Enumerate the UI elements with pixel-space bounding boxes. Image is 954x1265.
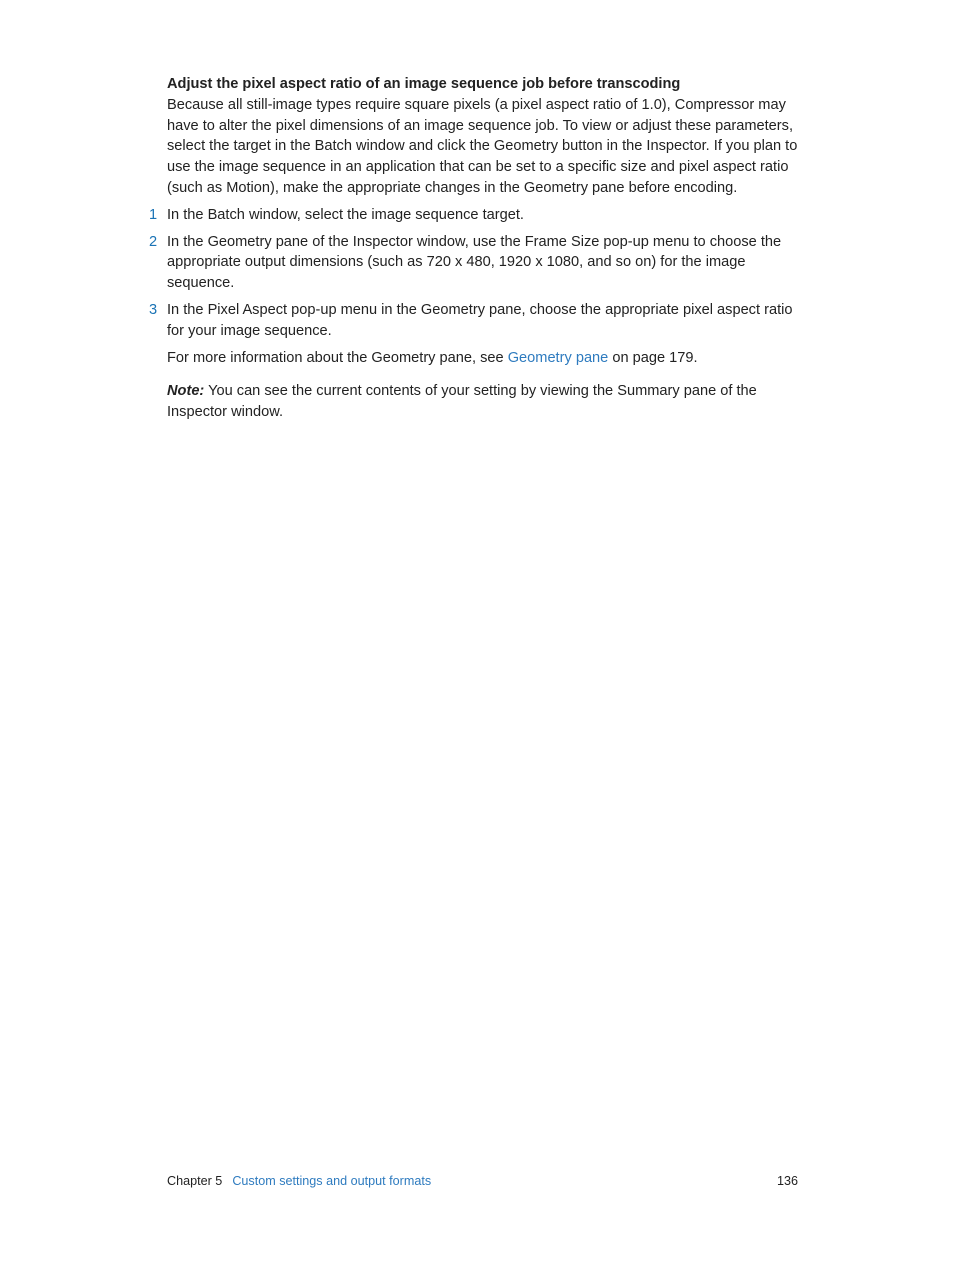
page-footer bbox=[167, 1172, 799, 1190]
more-info-suffix: on page 179. bbox=[608, 349, 698, 366]
step-number: 2 bbox=[149, 233, 158, 250]
list-item bbox=[149, 205, 799, 226]
more-info-prefix: For more information about the Geometry pane, see bbox=[167, 349, 508, 366]
step-number: 1 bbox=[149, 206, 158, 223]
geometry-pane-link[interactable]: Geometry pane bbox=[507, 349, 609, 366]
more-info-paragraph bbox=[167, 348, 799, 369]
note-text: You can see the current contents of your setting by viewing the Summary pane of the Inspector window. bbox=[167, 383, 757, 421]
step-text: In the Pixel Aspect pop-up menu in the Geometry pane, choose the appropriate pixel aspect ratio for your image sequence. bbox=[167, 301, 793, 339]
footer-chapter-label: Chapter 5 bbox=[167, 1174, 223, 1188]
note-label: Note: bbox=[167, 383, 205, 400]
page-number: 136 bbox=[776, 1174, 798, 1188]
document-body bbox=[149, 74, 799, 423]
intro-paragraph: Because all still-image types require square pixels (a pixel aspect ratio of 1.0), Compressor may have to alter the pixel dimensions of an image sequence job. To view or adjust these parameters, select the target in the Batch window and click the Geometry button in the Inspector. If you plan to use the image sequence in an application that can be set to a specific size and pixel aspect ratio (such as Motion), make the appropriate changes in the Geometry pane before encoding. bbox=[167, 96, 798, 196]
step-text: In the Batch window, select the image sequence target. bbox=[167, 206, 524, 223]
chapter-title-link[interactable]: Custom settings and output formats bbox=[232, 1174, 432, 1188]
list-item bbox=[149, 300, 799, 342]
note-paragraph bbox=[167, 381, 799, 423]
steps-list bbox=[149, 205, 799, 342]
list-item bbox=[149, 232, 799, 294]
step-number: 3 bbox=[149, 301, 158, 318]
section-heading: Adjust the pixel aspect ratio of an image sequence job before transcoding bbox=[167, 76, 681, 92]
step-text: In the Geometry pane of the Inspector window, use the Frame Size pop-up menu to choose the appropriate output dimensions (such as 720 x 480, 1920 x 1080, and so on) for the image sequence. bbox=[167, 233, 782, 292]
